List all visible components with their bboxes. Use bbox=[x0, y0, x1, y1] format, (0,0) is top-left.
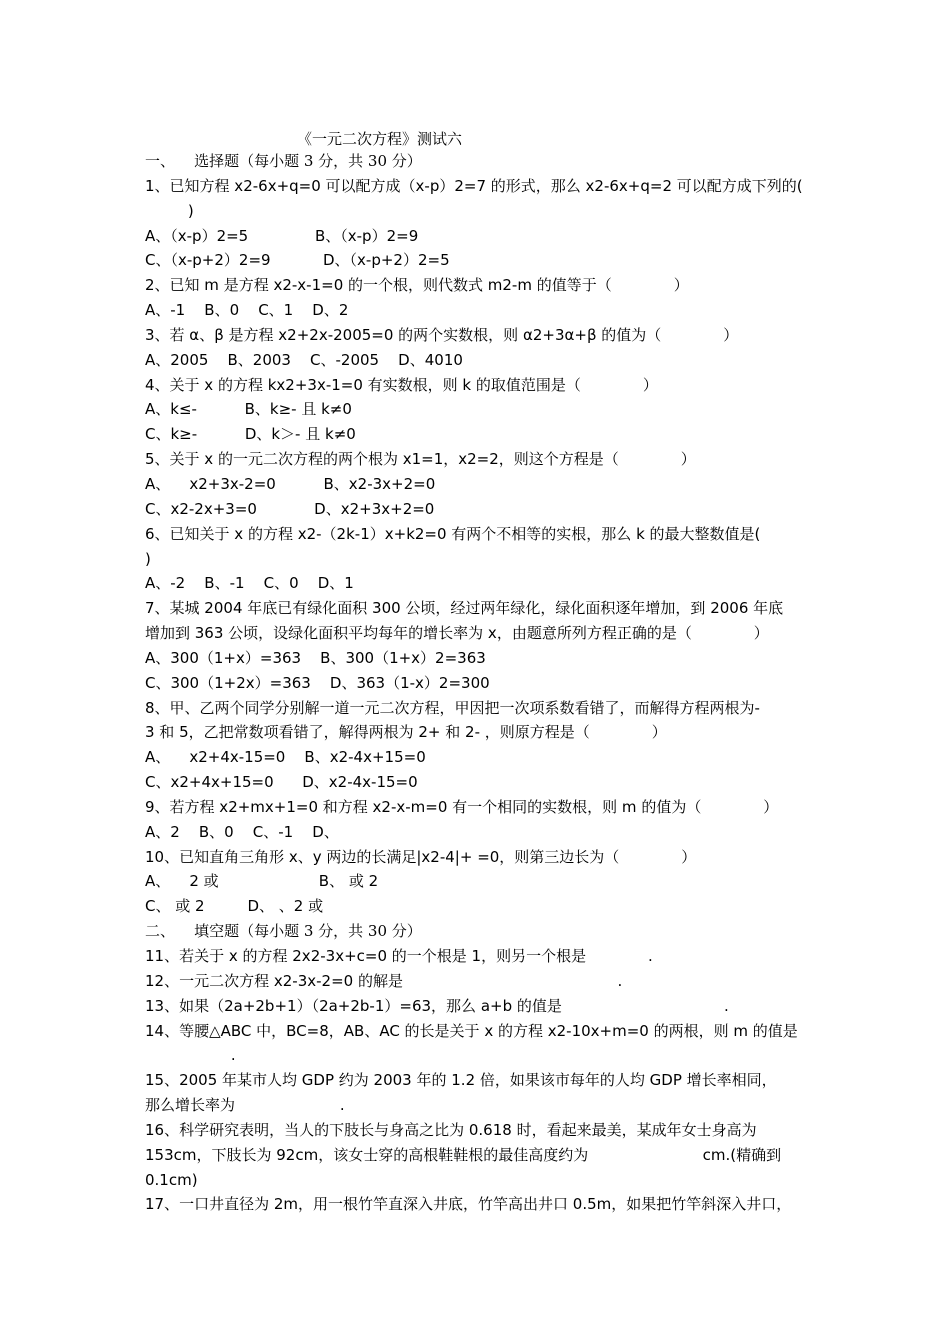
text-line: C、x2+4x+15=0 D、x2-4x-15=0 bbox=[145, 773, 418, 792]
text-line: 2、已知 m 是方程 x2-x-1=0 的一个根，则代数式 m2-m 的值等于（ ） bbox=[145, 276, 689, 295]
text-line: 增加到 363 公顷，设绿化面积平均每年的增长率为 x，由题意所列方程正确的是（ ） bbox=[145, 624, 769, 643]
text-line: C、300（1+2x）=363 D、363（1-x）2=300 bbox=[145, 673, 490, 692]
text-line: A、-1 B、0 C、1 D、2 bbox=[145, 301, 349, 320]
text-line: 4、关于 x 的方程 kx2+3x-1=0 有实数根，则 k 的取值范围是（ ） bbox=[145, 375, 658, 394]
text-line: . bbox=[145, 1046, 236, 1065]
text-line: 3、若 α、β 是方程 x2+2x-2005=0 的两个实数根，则 α2+3α+β 的值为（ ） bbox=[145, 325, 739, 344]
text-line: 二、 填空题（每小题 3 分，共 30 分） bbox=[145, 922, 422, 941]
text-line: 13、如果（2a+2b+1）（2a+2b-1）=63，那么 a+b 的值是 . bbox=[145, 996, 729, 1015]
text-line: C、k≥- D、k＞- 且 k≠0 bbox=[145, 425, 356, 444]
text-line: ) bbox=[145, 549, 151, 568]
text-line: 17、一口井直径为 2m，用一根竹竿直深入井底，竹竿高出井口 0.5m，如果把竹竿斜深入井口， bbox=[145, 1195, 792, 1214]
text-line: 6、已知关于 x 的方程 x2-（2k-1）x+k2=0 有两个不相等的实根，那么 k 的最大整数值是( bbox=[145, 524, 761, 543]
text-line: A、（x-p）2=5 B、（x-p）2=9 bbox=[145, 226, 419, 245]
text-line: 一、 选择题（每小题 3 分，共 30 分） bbox=[145, 152, 422, 170]
text-line: C、 或 2 D、 、2 或 bbox=[145, 897, 324, 916]
text-line: ) bbox=[145, 201, 194, 220]
text-line: A、 x2+3x-2=0 B、x2-3x+2=0 bbox=[145, 474, 436, 493]
document-body bbox=[145, 149, 813, 1217]
text-line: A、2 B、0 C、-1 D、 bbox=[145, 822, 339, 841]
text-line: 3 和 5，乙把常数项看错了，解得两根为 2+ 和 2- ，则原方程是（ ） bbox=[145, 723, 667, 742]
text-line: 那么增长率为 . bbox=[145, 1096, 345, 1115]
text-line: A、300（1+x）=363 B、300（1+x）2=363 bbox=[145, 648, 486, 667]
text-line: 15、2005 年某市人均 GDP 约为 2003 年的 1.2 倍，如果该市每年的人均 GDP 增长率相同， bbox=[145, 1071, 777, 1090]
text-line: 16、科学研究表明，当人的下肢长与身高之比为 0.618 时，看起来最美，某成年女士身高为 bbox=[145, 1120, 757, 1139]
text-line: A、2005 B、2003 C、-2005 D、4010 bbox=[145, 350, 463, 369]
text-line: 1、已知方程 x2-6x+q=0 可以配方成（x-p）2=7 的形式，那么 x2-6x+q=2 可以配方成下列的( bbox=[145, 176, 803, 195]
text-line: 11、若关于 x 的方程 2x2-3x+c=0 的一个根是 1，则另一个根是 . bbox=[145, 947, 653, 965]
text-line: C、（x-p+2）2=9 D、（x-p+2）2=5 bbox=[145, 251, 450, 270]
text-line: 12、一元二次方程 x2-3x-2=0 的解是 . bbox=[145, 971, 623, 990]
text-line: 153cm，下肢长为 92cm，该女士穿的高根鞋鞋根的最佳高度约为 cm.(精确到 bbox=[145, 1145, 782, 1164]
text-line: 7、某城 2004 年底已有绿化面积 300 公顷，经过两年绿化，绿化面积逐年增加，到 2006 年底 bbox=[145, 599, 784, 618]
text-line: 10、已知直角三角形 x、y 两边的长满足|x2-4|+ =0，则第三边长为（ ） bbox=[145, 847, 697, 866]
text-line: A、-2 B、-1 C、0 D、1 bbox=[145, 574, 354, 593]
document-title: 《一元二次方程》测试六 bbox=[297, 130, 463, 148]
text-line: A、 2 或 B、 或 2 bbox=[145, 872, 379, 891]
text-line: A、k≤- B、k≥- 且 k≠0 bbox=[145, 400, 352, 419]
text-line: 0.1cm) bbox=[145, 1170, 198, 1189]
text-line: 5、关于 x 的一元二次方程的两个根为 x1=1，x2=2，则这个方程是（ ） bbox=[145, 450, 696, 469]
text-line: 14、等腰△ABC 中，BC=8，AB、AC 的长是关于 x 的方程 x2-10x+m=0 的两根，则 m 的值是 bbox=[145, 1021, 798, 1040]
text-line: C、x2-2x+3=0 D、x2+3x+2=0 bbox=[145, 499, 435, 518]
text-line: A、 x2+4x-15=0 B、x2-4x+15=0 bbox=[145, 748, 426, 767]
text-line: 9、若方程 x2+mx+1=0 和方程 x2-x-m=0 有一个相同的实数根，则 m 的值为（ ） bbox=[145, 797, 779, 816]
text-line: 8、甲、乙两个同学分别解一道一元二次方程，甲因把一次项系数看错了，而解得方程两根为- bbox=[145, 698, 760, 717]
